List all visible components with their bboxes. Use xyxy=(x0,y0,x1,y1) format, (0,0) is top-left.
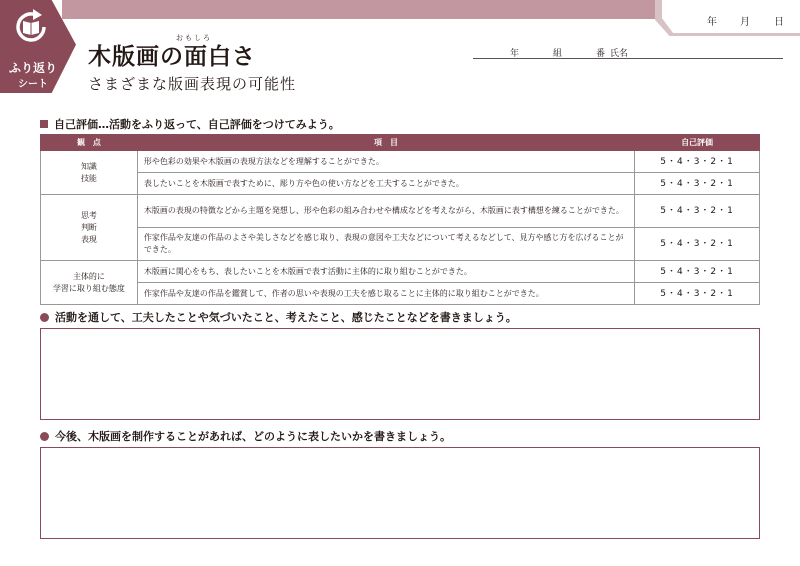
eval-score-options[interactable]: 5・4・3・2・1 xyxy=(635,261,760,283)
student-name-label: 氏名 xyxy=(610,49,629,59)
category-label-line: 主体的に xyxy=(72,271,105,281)
table-row xyxy=(41,195,760,228)
header-band xyxy=(62,0,667,19)
table-row xyxy=(41,283,760,305)
table-header-row xyxy=(41,135,760,151)
badge-text-line1: ふり返り xyxy=(8,61,57,75)
category-thinking xyxy=(41,195,138,261)
header-score: 自己評価 xyxy=(635,135,760,151)
self-eval-table xyxy=(40,134,760,305)
category-label-line: 思考 xyxy=(80,210,97,220)
category-label-line: 知識 xyxy=(80,161,97,171)
question2-text: 今後、木版画を制作することがあれば、どのように表したいかを書きましょう。 xyxy=(55,430,451,443)
table-row xyxy=(41,173,760,195)
badge-text-line2: シート xyxy=(18,79,48,90)
eval-item-text: 木版画の表現の特徴などから主題を発想し、形や色彩の組み合わせや構成などを考えながら、木版画に表す構想を練ることができた。 xyxy=(137,195,634,228)
eval-score-options[interactable]: 5・4・3・2・1 xyxy=(635,173,760,195)
date-month-label: 月 xyxy=(740,17,751,28)
eval-score-options[interactable]: 5・4・3・2・1 xyxy=(635,151,760,173)
question1-answer-box[interactable] xyxy=(40,328,760,420)
category-label-line: 判断 xyxy=(80,222,97,232)
eval-item-text: 表したいことを木版画で表すために、彫り方や色の使い方などを工夫することができた。 xyxy=(137,173,634,195)
self-eval-heading xyxy=(40,116,340,132)
category-label-line: 学習に取り組む態度 xyxy=(52,283,125,293)
student-year-label: 年 xyxy=(510,49,520,59)
eval-score-options[interactable]: 5・4・3・2・1 xyxy=(635,195,760,228)
category-knowledge xyxy=(41,151,138,195)
student-number-label: 番 xyxy=(596,49,606,59)
book-refresh-icon xyxy=(11,7,51,47)
question1-text: 活動を通して、工夫したことや気づいたこと、考えたこと、感じたことなどを書きましょう。 xyxy=(55,311,517,324)
title-ruby: おもしろ xyxy=(176,34,212,42)
page-title: 木版画の面白さ xyxy=(88,44,256,70)
header-category: 観 点 xyxy=(41,135,138,151)
circle-bullet-icon xyxy=(40,432,49,441)
eval-item-text: 作家作品や友達の作品のよさや美しさなどを感じ取り、表現の意図や工夫などについて考えるなどして、見方や感じ方を広げることができた。 xyxy=(137,228,634,261)
date-year-label: 年 xyxy=(707,17,718,28)
self-eval-title: 自己評価…活動をふり返って、自己評価をつけてみよう。 xyxy=(54,118,340,131)
eval-score-options[interactable]: 5・4・3・2・1 xyxy=(635,283,760,305)
category-attitude xyxy=(41,261,138,305)
eval-item-text: 形や色彩の効果や木版画の表現方法などを理解することができた。 xyxy=(137,151,634,173)
student-class-label: 組 xyxy=(553,49,563,59)
question1-heading xyxy=(40,309,517,325)
header-item: 項 目 xyxy=(137,135,634,151)
category-label-line: 表現 xyxy=(80,234,97,244)
category-label-line: 技能 xyxy=(80,173,97,183)
eval-item-text: 作家作品や友達の作品を鑑賞して、作者の思いや表現の工夫を感じ取ることに主体的に取り組むことができた。 xyxy=(137,283,634,305)
eval-score-options[interactable]: 5・4・3・2・1 xyxy=(635,228,760,261)
square-bullet-icon xyxy=(40,120,48,128)
question2-heading xyxy=(40,428,451,444)
table-row xyxy=(41,261,760,283)
eval-item-text: 木版画に関心をもち、表したいことを木版画で表す活動に主体的に取り組むことができた。 xyxy=(137,261,634,283)
date-day-label: 日 xyxy=(774,17,785,28)
page-subtitle: さまざまな版画表現の可能性 xyxy=(88,75,297,93)
question2-answer-box[interactable] xyxy=(40,447,760,539)
table-row xyxy=(41,151,760,173)
table-row xyxy=(41,228,760,261)
circle-bullet-icon xyxy=(40,313,49,322)
